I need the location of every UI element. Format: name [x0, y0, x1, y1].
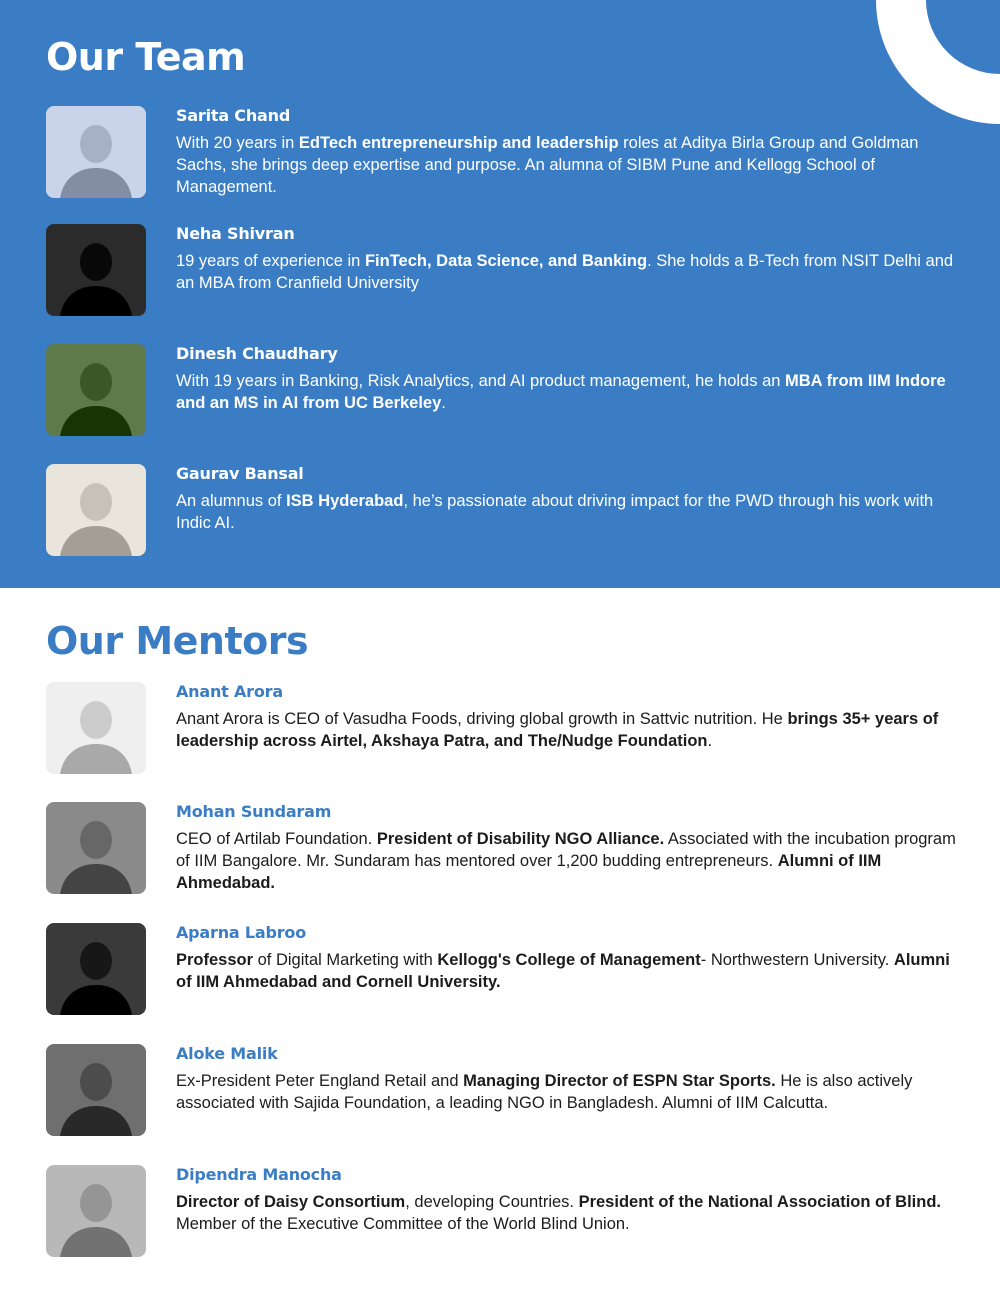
description-bold-run: Managing Director of ESPN Star Sports.: [463, 1072, 776, 1090]
description-run: .: [707, 732, 713, 750]
description-bold-run: Alumni of IIM Ahmedabad and Cornell University.: [176, 951, 950, 991]
portrait-photo: [46, 106, 146, 198]
description-run: Associated with the incubation program of IIM Bangalore. Mr. Sundaram has mentored over 1,200 budding entrepreneurs.: [176, 830, 956, 870]
description-run: Ex-President Peter England Retail and: [176, 1072, 464, 1090]
portrait-photo: [46, 682, 146, 774]
portrait-photo: [46, 1044, 146, 1136]
portrait-photo: [46, 344, 146, 436]
description-run: He is also actively associated with Sajida Foundation, a leading NGO in Bangladesh. Alumni of IIM Calcutta.: [176, 1072, 913, 1112]
description-run: Member of the Executive Committee of the World Blind Union.: [176, 1215, 630, 1233]
team-heading: Our Team: [46, 35, 246, 79]
description-run: . She holds a B-Tech from NSIT Delhi and an MBA from Cranfield University: [176, 252, 954, 292]
description-bold-run: Professor: [176, 951, 254, 969]
member-name: Mohan Sundaram: [176, 802, 332, 821]
description-bold-run: FinTech, Data Science, and Banking: [364, 252, 648, 270]
description-run: - Northwestern University.: [700, 951, 894, 969]
person-silhouette-icon: [46, 224, 146, 316]
member-name: Dinesh Chaudhary: [176, 344, 338, 363]
member-description: [176, 1191, 966, 1235]
member-name: Sarita Chand: [176, 106, 291, 125]
member-description: [176, 708, 966, 752]
portrait-photo: [46, 802, 146, 894]
person-silhouette-icon: [46, 1165, 146, 1257]
description-run: roles at Aditya Birla Group and Goldman Sachs, she brings deep expertise and purpose. An alumna of SIBM Pune and Kellogg School of Management.: [176, 134, 919, 196]
description-bold-run: brings 35+ years of leadership across Airtel, Akshaya Patra, and The/Nudge Foundation: [176, 710, 939, 750]
member-description: [176, 250, 966, 294]
person-silhouette-icon: [46, 106, 146, 198]
member-description: [176, 132, 966, 198]
portrait-photo: [46, 224, 146, 316]
description-bold-run: Director of Daisy Consortium: [176, 1193, 406, 1211]
member-name: Aparna Labroo: [176, 923, 307, 942]
member-name: Aloke Malik: [176, 1044, 278, 1063]
person-silhouette-icon: [46, 802, 146, 894]
description-run: 19 years of experience in: [176, 252, 365, 270]
description-run: With 19 years in Banking, Risk Analytics, and AI product management, he holds an: [176, 372, 786, 390]
description-run: of Digital Marketing with: [253, 951, 438, 969]
description-run: An alumnus of: [176, 492, 287, 510]
member-description: [176, 370, 966, 414]
description-run: CEO of Artilab Foundation.: [176, 830, 377, 848]
person-silhouette-icon: [46, 344, 146, 436]
description-bold-run: President of Disability NGO Alliance.: [376, 830, 665, 848]
description-run: , he’s passionate about driving impact for the PWD through his work with Indic AI.: [176, 492, 934, 532]
member-description: [176, 949, 966, 993]
description-run: With 20 years in: [176, 134, 299, 152]
description-bold-run: MBA from IIM Indore and an MS in AI from UC Berkeley: [176, 372, 946, 412]
person-silhouette-icon: [46, 923, 146, 1015]
mentors-heading: Our Mentors: [46, 619, 309, 663]
member-description: [176, 1070, 966, 1114]
person-silhouette-icon: [46, 464, 146, 556]
description-bold-run: Alumni of IIM Ahmedabad.: [176, 852, 882, 892]
portrait-photo: [46, 1165, 146, 1257]
person-silhouette-icon: [46, 682, 146, 774]
description-bold-run: Kellogg's College of Management: [437, 951, 701, 969]
description-run: Anant Arora is CEO of Vasudha Foods, driving global growth in Sattvic nutrition. He: [176, 710, 788, 728]
description-run: , developing Countries.: [405, 1193, 579, 1211]
member-name: Anant Arora: [176, 682, 283, 701]
member-name: Dipendra Manocha: [176, 1165, 342, 1184]
member-description: [176, 490, 966, 534]
description-bold-run: ISB Hyderabad: [286, 492, 404, 510]
portrait-photo: [46, 923, 146, 1015]
description-run: .: [441, 394, 446, 412]
description-bold-run: EdTech entrepreneurship and leadership: [298, 134, 619, 152]
member-description: [176, 828, 966, 894]
person-silhouette-icon: [46, 1044, 146, 1136]
portrait-photo: [46, 464, 146, 556]
description-bold-run: President of the National Association of Blind.: [578, 1193, 941, 1211]
member-name: Neha Shivran: [176, 224, 295, 243]
member-name: Gaurav Bansal: [176, 464, 304, 483]
